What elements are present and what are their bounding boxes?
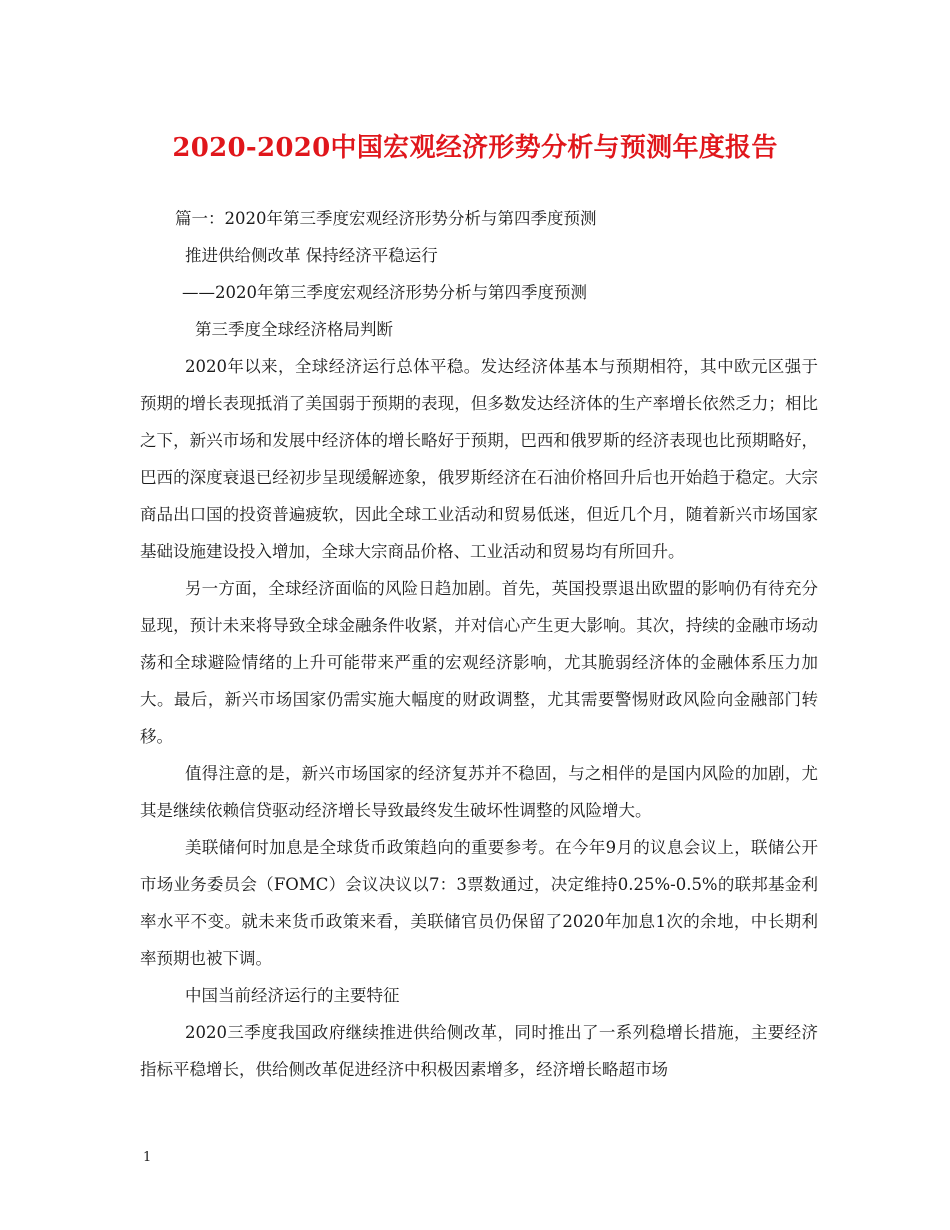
section-heading-china: 中国当前经济运行的主要特征: [185, 986, 400, 1005]
page-number: 1: [143, 1150, 152, 1165]
headline: 推进供给侧改革 保持经济平稳运行: [185, 246, 438, 265]
document-title: 2020-2020中国宏观经济形势分析与预测年度报告: [172, 133, 778, 163]
paragraph-emerging-markets: 值得注意的是，新兴市场国家的经济复苏并不稳固，与之相伴的是国内风险的加剧，尤其是继续依赖信贷驱动经济增长导致最终发生破坏性调整的风险增大。: [140, 764, 818, 820]
paragraph-china-q3: 2020三季度我国政府继续推进供给侧改革，同时推出了一系列稳增长措施，主要经济指标平稳增长，供给侧改革促进经济中积极因素增多，经济增长略超市场: [140, 1023, 818, 1079]
chapter-heading: 篇一：2020年第三季度宏观经济形势分析与第四季度预测: [175, 209, 597, 228]
paragraph-global-risks: 另一方面，全球经济面临的风险日趋加剧。首先，英国投票退出欧盟的影响仍有待充分显现，预计未来将导致全球金融条件收紧，并对信心产生更大影响。其次，持续的金融市场动荡和全球避险情绪的上升可能带来严重的宏观经济影响，尤其脆弱经济体的金融体系压力加大。最后，新兴市场国家仍需实施大幅度的财政调整，尤其需要警惕财政风险向金融部门转移。: [140, 579, 818, 746]
section-heading-global: 第三季度全球经济格局判断: [195, 320, 393, 339]
paragraph-fed-policy: 美联储何时加息是全球货币政策趋向的重要参考。在今年9月的议息会议上，联储公开市场业务委员会（FOMC）会议决议以7：3票数通过，决定维持0.25%-0.5%的联邦基金利率水平不变。就未来货币政策来看，美联储官员仍保留了2020年加息1次的余地，中长期利率预期也被下调。: [140, 838, 818, 968]
subheadline: ——2020年第三季度宏观经济形势分析与第四季度预测: [182, 283, 587, 302]
document-body: [140, 200, 818, 1088]
paragraph-global-overview: 2020年以来，全球经济运行总体平稳。发达经济体基本与预期相符，其中欧元区强于预期的增长表现抵消了美国弱于预期的表现，但多数发达经济体的生产率增长依然乏力；相比之下，新兴市场和发展中经济体的增长略好于预期，巴西和俄罗斯的经济表现也比预期略好，巴西的深度衰退已经初步呈现缓解迹象，俄罗斯经济在石油价格回升后也开始趋于稳定。大宗商品出口国的投资普遍疲软，因此全球工业活动和贸易低迷，但近几个月，随着新兴市场国家基础设施建设投入增加，全球大宗商品价格、工业活动和贸易均有所回升。: [140, 357, 818, 561]
